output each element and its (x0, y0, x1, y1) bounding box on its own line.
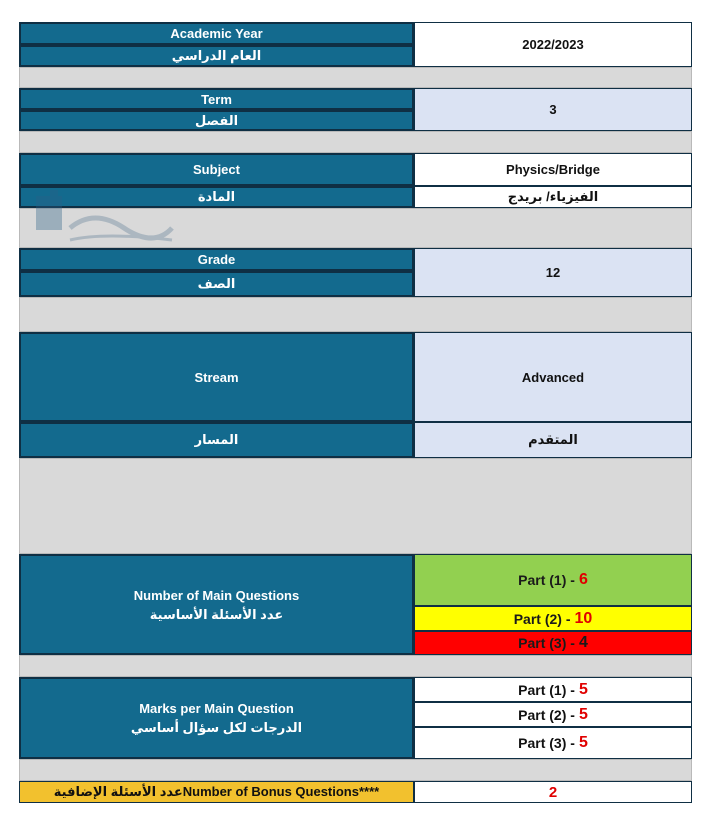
grade-value: 12 (414, 248, 692, 297)
spacer-row (19, 458, 692, 554)
grade-label-en: Grade (19, 248, 414, 271)
part-count: 10 (574, 609, 593, 627)
marks-label-ar: الدرجات لكل سؤال أساسي (130, 720, 303, 735)
part-count: 4 (578, 634, 588, 651)
academic-year-label-ar: العام الدراسي (19, 45, 414, 67)
spacer-row (19, 131, 692, 153)
part-label: Part (1) - (518, 681, 575, 698)
part-label: Part (3) - (518, 735, 575, 751)
school-logo-watermark-icon (34, 188, 174, 248)
grade-label-ar: الصف (19, 271, 414, 297)
stream-value-en: Advanced (414, 332, 692, 422)
part-mark: 5 (578, 734, 588, 751)
marks-part-1 (414, 677, 692, 702)
academic-year-value: 2022/2023 (414, 22, 692, 67)
spacer-row (19, 67, 692, 88)
bonus-questions-label: عدد الأسئلة الإضافيةNumber of Bonus Questions**** (19, 781, 414, 803)
marks-part-3 (414, 727, 692, 759)
bonus-questions-value: 2 (414, 781, 692, 803)
main-questions-part-1 (414, 554, 692, 606)
stream-value-ar: المتقدم (414, 422, 692, 458)
part-label: Part (1) - (518, 572, 575, 588)
term-label-ar: الفصل (19, 110, 414, 131)
main-questions-part-3 (414, 631, 692, 655)
main-questions-label-en: Number of Main Questions (133, 587, 300, 603)
subject-label-ar: المادة (19, 186, 414, 208)
part-label: Part (2) - (518, 706, 575, 723)
part-label: Part (3) - (518, 635, 575, 651)
part-mark: 5 (578, 680, 588, 698)
term-value: 3 (414, 88, 692, 131)
subject-label-en: Subject (19, 153, 414, 186)
stream-label-en: Stream (19, 332, 414, 422)
term-label-en: Term (19, 88, 414, 110)
exam-info-sheet (19, 22, 692, 822)
main-questions-part-2 (414, 606, 692, 631)
marks-label (19, 677, 414, 759)
subject-value-ar: الفيزياء/ بريدج (414, 186, 692, 208)
spacer-row (19, 655, 692, 677)
stream-label-ar: المسار (19, 422, 414, 458)
part-mark: 5 (578, 705, 588, 723)
main-questions-label (19, 554, 414, 655)
part-label: Part (2) - (513, 610, 571, 627)
spacer-row (19, 297, 692, 332)
subject-value-en: Physics/Bridge (414, 153, 692, 186)
part-count: 6 (578, 571, 588, 588)
marks-part-2 (414, 702, 692, 727)
marks-label-en: Marks per Main Question (139, 701, 294, 716)
spacer-row (19, 759, 692, 781)
main-questions-label-ar: عدد الأسئلة الأساسية (149, 606, 284, 622)
academic-year-label-en: Academic Year (19, 22, 414, 45)
